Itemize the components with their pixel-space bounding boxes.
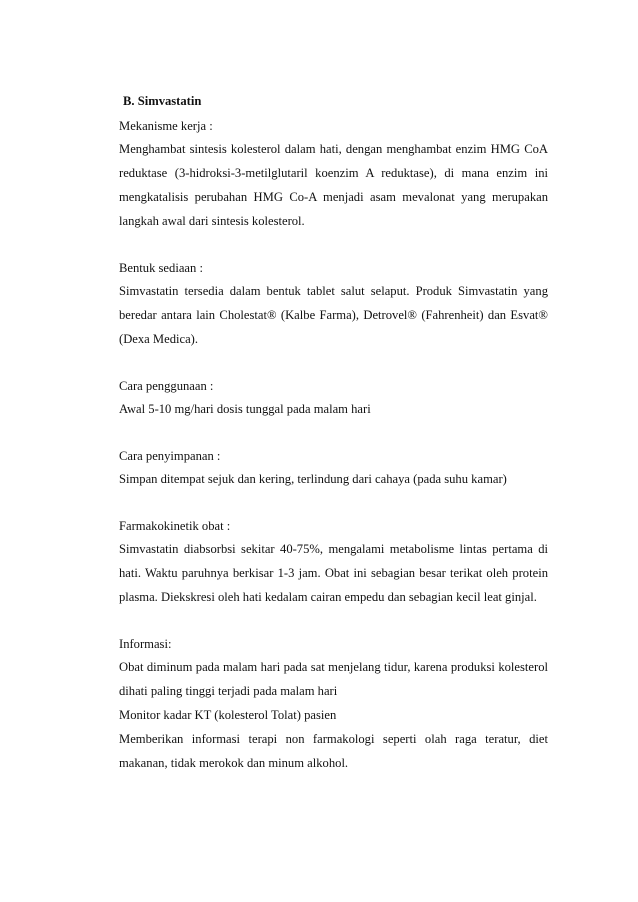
section-label: Informasi: xyxy=(119,637,172,651)
section-cara-penggunaan xyxy=(119,375,548,421)
section-informasi xyxy=(119,633,548,775)
section-label: Farmakokinetik obat : xyxy=(119,519,231,533)
section-paragraph: Monitor kadar KT (kolesterol Tolat) pasien xyxy=(119,708,337,722)
section-mekanisme-kerja xyxy=(119,115,548,233)
paragraph-spacer xyxy=(119,421,548,445)
document-body xyxy=(119,92,548,775)
section-heading: B. Simvastatin xyxy=(123,94,202,108)
section-label: Cara penggunaan : xyxy=(119,379,214,393)
section-farmakokinetik xyxy=(119,515,548,609)
paragraph-spacer xyxy=(119,233,548,257)
section-cara-penyimpanan xyxy=(119,445,548,491)
paragraph-spacer xyxy=(119,491,548,515)
section-paragraph: Simvastatin diabsorbsi sekitar 40-75%, mengalami metabolisme lintas pertama di hati. Waktu paruhnya berkisar 1-3 jam. Obat ini sebagian besar terikat oleh protein plasma. Diekskresi oleh hati kedalam cairan empedu dan sebagian kecil leat ginjal. xyxy=(119,542,548,604)
section-paragraph: Simpan ditempat sejuk dan kering, terlindung dari cahaya (pada suhu kamar) xyxy=(119,472,507,486)
section-paragraph: Menghambat sintesis kolesterol dalam hati, dengan menghambat enzim HMG CoA reduktase (3-hidroksi-3-metilglutaril koenzim A reduktase), di mana enzim ini mengkatalisis perubahan HMG Co-A menjadi asam mevalonat yang merupakan langkah awal dari sintesis kolesterol. xyxy=(119,142,548,228)
section-label: Mekanisme kerja : xyxy=(119,119,213,133)
section-label: Bentuk sediaan : xyxy=(119,261,203,275)
paragraph-spacer xyxy=(119,609,548,633)
section-paragraph: Awal 5-10 mg/hari dosis tunggal pada malam hari xyxy=(119,402,371,416)
section-paragraph: Memberikan informasi terapi non farmakologi seperti olah raga teratur, diet makanan, tidak merokok dan minum alkohol. xyxy=(119,732,548,770)
section-paragraph: Obat diminum pada malam hari pada sat menjelang tidur, karena produksi kolesterol dihati paling tinggi terjadi pada malam hari xyxy=(119,660,548,698)
paragraph-spacer xyxy=(119,351,548,375)
section-paragraph: Simvastatin tersedia dalam bentuk tablet salut selaput. Produk Simvastatin yang beredar antara lain Cholestat® (Kalbe Farma), Detrovel® (Fahrenheit) dan Esvat® (Dexa Medica). xyxy=(119,284,548,346)
section-label: Cara penyimpanan : xyxy=(119,449,221,463)
section-bentuk-sediaan xyxy=(119,257,548,351)
